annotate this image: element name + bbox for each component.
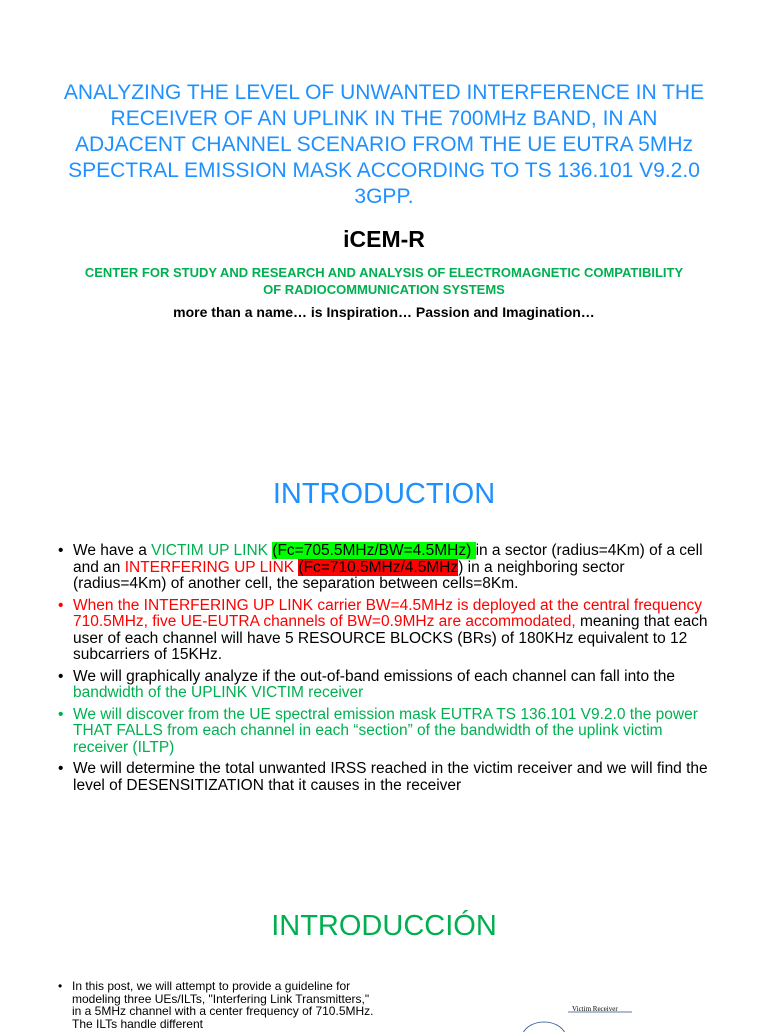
bullet-text-red: When the INTERFERING UP LINK carrier BW=4.5MHz is deployed at the central frequency 710.5MHz, five UE-EUTRA channels of BW=0.9MHz are accommodated,: [73, 596, 702, 630]
diagram-label: Victim Receiver: [572, 1005, 618, 1013]
bullet-text: We have a: [73, 542, 152, 559]
bullet-dot-icon: •: [58, 760, 64, 777]
bullet-item: [58, 707, 718, 757]
bullet-item: [58, 543, 718, 593]
bullet-list: [58, 543, 718, 799]
bullet-text: meaning that each user of each channel will have 5 RESOURCE BLOCKS (BRs) of 180KHz equivalent to 12 subcarriers of 15KHz.: [73, 613, 708, 663]
introduccion-slide: [0, 880, 768, 1031]
victim-uplink-label: VICTIM UP LINK: [151, 542, 273, 559]
bullet-dot-icon: •: [58, 979, 63, 993]
victim-uplink-params: (Fc=705.5MHz/BW=4.5MHz): [272, 542, 476, 559]
bullet-dot-icon: •: [58, 705, 64, 723]
title-slide: [0, 0, 768, 440]
bullet-text-green: bandwidth of the UPLINK VICTIM receiver: [73, 684, 364, 701]
introduction-slide: [0, 440, 768, 880]
bullet-text: We will determine the total unwanted IRSS reached in the victim receiver and we will find the level of DESENSITIZATION that it causes in the receiver: [73, 760, 708, 794]
bullet-text: In this post, we will attempt to provide a guideline for modeling three UEs/ILTs, "Interfering Link Transmitters," in a 5MHz channel with a center frequency of 710.5MHz. The ILTs handle different: [72, 979, 374, 1031]
bullet-text: We will graphically analyze if the out-of-band emissions of each channel can fall into the: [73, 667, 675, 685]
bullet-dot-icon: •: [58, 596, 64, 614]
section-title: INTRODUCCIÓN: [271, 910, 497, 942]
bullet-item: [58, 669, 718, 702]
center-name: CENTER FOR STUDY AND RESEARCH AND ANALYSIS OF ELECTROMAGNETIC COMPATIBILITY OF RADIOCOMMUNICATION SYSTEMS: [84, 265, 684, 297]
tagline: more than a name… is Inspiration… Passion and Imagination…: [173, 304, 595, 320]
bullet-list: [58, 980, 378, 1030]
bullet-text: in a sector (radius=4Km) of a cell and an: [73, 542, 703, 576]
bullet-item: [58, 980, 378, 1030]
bullet-text-green: We will discover from the UE spectral emission mask EUTRA TS 136.101 V9.2.0 the power THAT FALLS from each channel in each “section” of the bandwidth of the uplink victim receiver (ILTP): [73, 705, 698, 756]
bullet-text: ) in a neighboring sector (radius=4Km) of another cell, the separation between cells=8Km.: [73, 558, 625, 592]
bullet-dot-icon: •: [58, 667, 64, 685]
section-title: INTRODUCTION: [272, 478, 496, 510]
interfering-uplink-label: INTERFERING UP LINK: [124, 558, 299, 576]
bullet-dot-icon: •: [58, 542, 64, 559]
interfering-uplink-params: (Fc=710.5MHz/4.5MHz: [298, 558, 459, 576]
bullet-item: [58, 598, 718, 664]
bullet-item: [58, 761, 718, 794]
brand-name: iCEM-R: [343, 226, 425, 252]
main-title: ANALYZING THE LEVEL OF UNWANTED INTERFERENCE IN THE RECEIVER OF AN UPLINK IN THE 700MHz BAND, IN AN ADJACENT CHANNEL SCENARIO FROM THE UE EUTRA 5MHz SPECTRAL EMISSION MASK ACCORDING TO TS 136.101 V9.2.0 3GPP.: [63, 81, 705, 208]
